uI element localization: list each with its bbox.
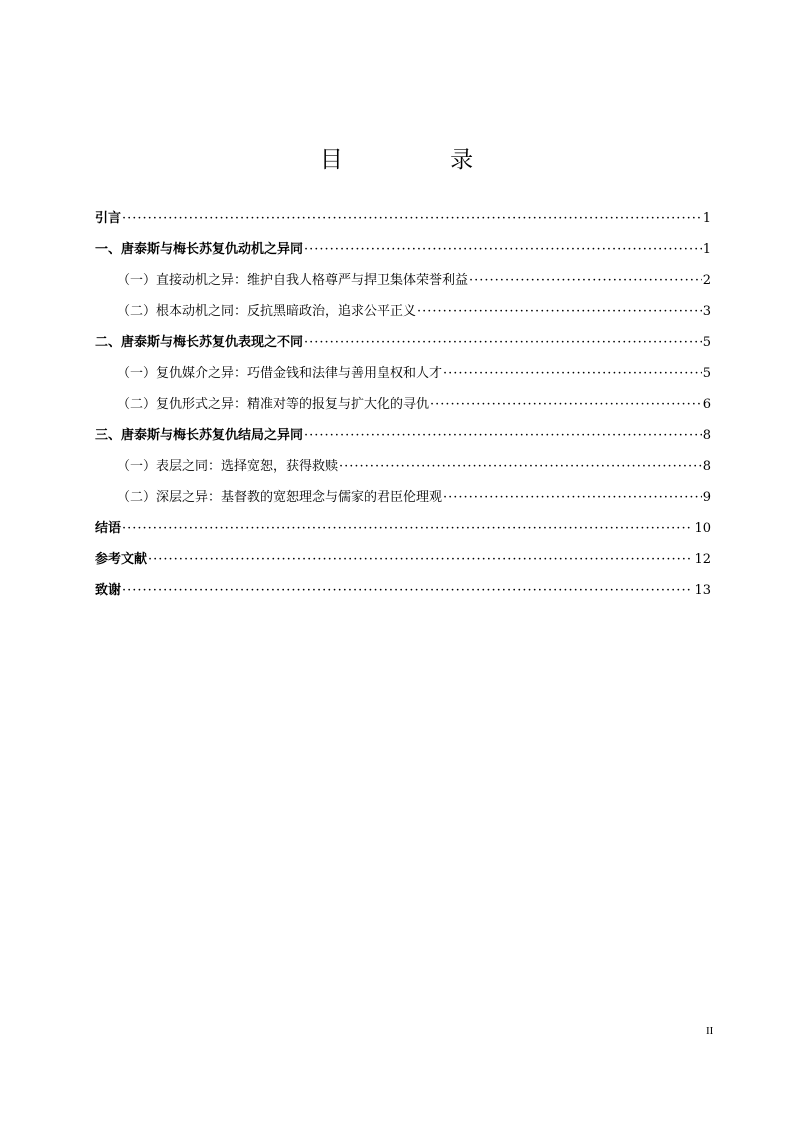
toc-entry-page: 2 (702, 273, 711, 288)
toc-entry-page: 13 (694, 583, 711, 598)
toc-subentry[interactable] (95, 265, 711, 296)
toc-entry-label: 二、唐泰斯与梅长苏复仇表现之不同 (95, 335, 304, 350)
toc-entry-label: 引言 (95, 211, 122, 226)
toc-entry-page: 8 (702, 428, 711, 443)
toc-entry[interactable] (95, 575, 711, 606)
toc-subentry[interactable] (95, 358, 711, 389)
toc-entry-page: 1 (702, 211, 711, 226)
toc-entry-label: （一）复仇媒介之异：巧借金钱和法律与善用皇权和人才 (117, 366, 443, 381)
toc-entry[interactable] (95, 203, 711, 234)
toc-dot-leader (443, 482, 702, 513)
toc-entry-label: （一）表层之同：选择宽恕，获得救赎 (117, 459, 339, 474)
toc-subentry[interactable] (95, 296, 711, 327)
toc-subentry[interactable] (95, 389, 711, 420)
table-of-contents (95, 203, 711, 606)
toc-dot-leader (304, 327, 702, 358)
toc-dot-leader (122, 575, 693, 606)
toc-entry-label: （二）根本动机之同：反抗黑暗政治，追求公平正义 (117, 304, 417, 319)
page-title: 目 录 (319, 147, 524, 173)
toc-dot-leader (304, 420, 702, 451)
toc-entry-label: 三、唐泰斯与梅长苏复仇结局之异同 (95, 428, 304, 443)
toc-entry-label: （二）深层之异：基督教的宽恕理念与儒家的君臣伦理观 (117, 490, 443, 505)
toc-entry-label: 参考文献 (95, 552, 148, 567)
toc-entry[interactable] (95, 234, 711, 265)
toc-dot-leader (443, 358, 702, 389)
toc-entry-page: 5 (702, 366, 711, 381)
toc-entry-label: 结语 (95, 521, 122, 536)
toc-dot-leader (469, 265, 702, 296)
toc-entry-label: 一、唐泰斯与梅长苏复仇动机之异同 (95, 242, 304, 257)
toc-entry-page: 3 (702, 304, 711, 319)
toc-entry-page: 8 (702, 459, 711, 474)
toc-dot-leader (417, 296, 702, 327)
toc-subentry[interactable] (95, 451, 711, 482)
toc-entry-page: 10 (694, 521, 711, 536)
toc-entry-label: （二）复仇形式之异：精准对等的报复与扩大化的寻仇 (117, 397, 430, 412)
toc-entry-page: 1 (702, 242, 711, 257)
toc-subentry[interactable] (95, 482, 711, 513)
toc-dot-leader (122, 203, 702, 234)
toc-dot-leader (339, 451, 702, 482)
toc-entry[interactable] (95, 327, 711, 358)
toc-entry-page: 6 (702, 397, 711, 412)
page-number: II (706, 1025, 714, 1037)
toc-dot-leader (430, 389, 702, 420)
toc-entry[interactable] (95, 544, 711, 575)
toc-entry[interactable] (95, 420, 711, 451)
toc-entry-label: 致谢 (95, 583, 122, 598)
toc-entry-page: 12 (694, 552, 711, 567)
toc-entry-label: （一）直接动机之异：维护自我人格尊严与捍卫集体荣誉利益 (117, 273, 469, 288)
toc-dot-leader (148, 544, 693, 575)
toc-dot-leader (304, 234, 702, 265)
toc-entry-page: 9 (702, 490, 711, 505)
toc-dot-leader (122, 513, 693, 544)
toc-entry-page: 5 (702, 335, 711, 350)
toc-entry[interactable] (95, 513, 711, 544)
